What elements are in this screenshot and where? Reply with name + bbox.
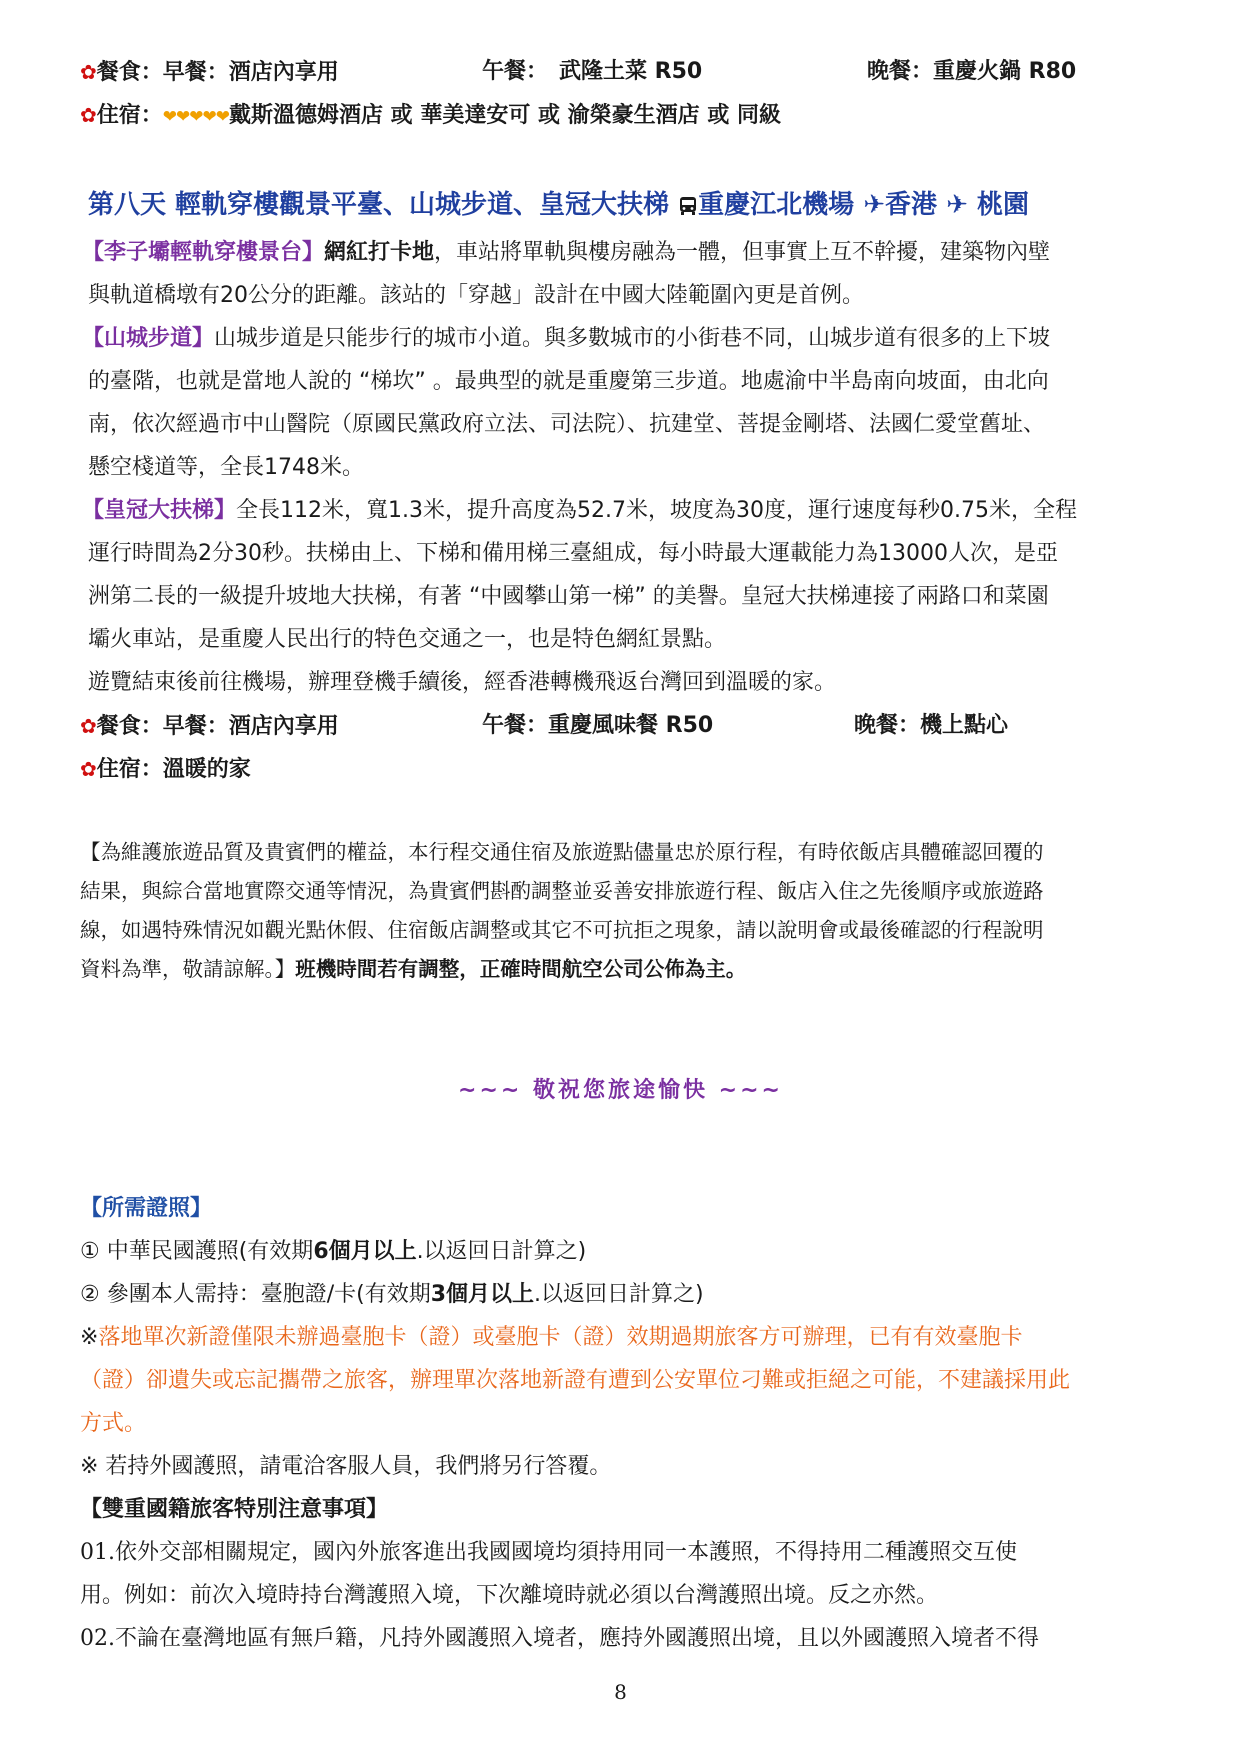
meals-breakfast: 餐食：早餐：酒店內享用	[96, 60, 339, 85]
plane-icon: ✈	[946, 190, 968, 220]
bus-icon	[678, 195, 698, 217]
docs-heading: 【所需證照】	[80, 1196, 213, 1221]
para-escalator-line3: 洲第二長的一級提升坡地大扶梯，有著 “中國攀山第一梯” 的美譽。皇冠大扶梯連接了兩路口和菜園	[88, 584, 1049, 609]
docs-warning-line1: ※落地單次新證僅限未辦過臺胞卡（證）或臺胞卡（證）效期過期旅客方可辦理，已有有效臺胞卡	[80, 1325, 1023, 1350]
para-escalator-line2: 運行時間為2分30秒。扶梯由上、下梯和備用梯三臺組成，每小時最大運載能力為13000人次，是亞	[88, 541, 1058, 566]
hotel-rating-icon: ❤❤❤❤❤	[162, 107, 230, 127]
dual-item1-line2: 用。例如：前次入境時持台灣護照入境，下次離境時就必須以台灣護照出境。反之亦然。	[80, 1583, 939, 1608]
docs-foreign-passport: ※ 若持外國護照，請電洽客服人員，我們將另行答覆。	[80, 1454, 612, 1479]
para-shancheng-line1: 【山城步道】山城步道是只能步行的城市小道。與多數城市的小街巷不同，山城步道有很多的上下坡	[82, 326, 1051, 351]
page-number: 8	[614, 1680, 627, 1704]
hotel-list: 戴斯溫德姆酒店 或 華美達安可 或 渝榮豪生酒店 或 同級	[229, 103, 781, 128]
notice-line4: 資料為準，敬請諒解。】班機時間若有調整，正確時間航空公司公佈為主。	[80, 957, 747, 981]
stay-label: 住宿：溫暖的家	[96, 757, 251, 782]
docs-warning-line3: 方式。	[80, 1411, 147, 1436]
flower-icon: ✿	[80, 103, 97, 127]
plane-icon: ✈	[863, 190, 885, 220]
para-shancheng-line3: 南，依次經過市中山醫院（原國民黨政府立法、司法院）、抗建堂、菩提金剛塔、法國仁愛堂舊址、	[88, 412, 1046, 437]
para-escalator-line1: 【皇冠大扶梯】全長112米，寬1.3米，提升高度為52.7米，坡度為30度，運行速度每秒0.75米，全程	[82, 498, 1077, 523]
dual-item2-line1: 02.不論在臺灣地區有無戶籍，凡持外國護照入境者，應持外國護照出境，且以外國護照入境者不得	[80, 1626, 1040, 1651]
para-escalator-line4: 壩火車站，是重慶人民出行的特色交通之一，也是特色網紅景點。	[88, 627, 727, 652]
stay-row-day7	[80, 100, 781, 132]
notice-line3: 線，如遇特殊情況如觀光點休假、住宿飯店調整或其它不可抗拒之現象，請以說明會或最後確認的行程說明	[80, 918, 1044, 942]
meals-lunch: 午餐：重慶風味餐 R50	[482, 713, 714, 738]
dual-item1-line1: 01.依外交部相關規定，國內外旅客進出我國國境均須持用同一本護照，不得持用二種護照交互使	[80, 1540, 1018, 1565]
day8-title: 第八天 輕軌穿樓觀景平臺、山城步道、皇冠大扶梯 重慶江北機場 ✈香港 ✈ 桃園	[88, 190, 1029, 220]
para-liziba-line1: 【李子壩輕軌穿樓景台】網紅打卡地，車站將單軌與樓房融為一體，但事實上互不幹擾，建築物內壁	[82, 240, 1051, 265]
meals-lunch: 午餐： 武隆土菜 R50	[482, 59, 703, 84]
flower-icon: ✿	[80, 757, 97, 781]
docs-item-passport: ① 中華民國護照(有效期6個月以上.以返回日計算之)	[80, 1239, 587, 1264]
flower-icon: ✿	[80, 60, 97, 84]
docs-warning-line2: （證）卻遺失或忘記攜帶之旅客，辦理單次落地新證有遭到公安單位刁難或拒絕之可能，不建議採用此	[80, 1368, 1071, 1393]
meals-breakfast: 餐食：早餐：酒店內享用	[96, 714, 339, 739]
meals-row-day7	[80, 57, 1077, 88]
dual-heading: 【雙重國籍旅客特別注意事項】	[80, 1497, 389, 1522]
stay-row-day8	[80, 754, 251, 785]
farewell-wish: ~~~ 敬祝您旅途愉快 ~~~	[458, 1078, 783, 1103]
para-liziba-line2: 與軌道橋墩有20公分的距離。該站的「穿越」設計在中國大陸範圍內更是首例。	[88, 283, 864, 308]
meals-row-day8	[80, 711, 1009, 742]
meals-dinner: 晚餐：重慶火鍋 R80	[867, 59, 1077, 84]
para-return: 遊覽結束後前往機場，辦理登機手續後，經香港轉機飛返台灣回到溫暖的家。	[88, 670, 837, 695]
docs-item-mtp: ② 參團本人需持：臺胞證/卡(有效期3個月以上.以返回日計算之)	[80, 1282, 704, 1307]
para-shancheng-line2: 的臺階，也就是當地人說的 “梯坎” 。最典型的就是重慶第三步道。地處渝中半島南向坡面，由北向	[88, 369, 1049, 394]
stay-label: 住宿：	[96, 103, 163, 128]
notice-line1: 【為維護旅遊品質及貴賓們的權益，本行程交通住宿及旅遊點儘量忠於原行程，有時依飯店具體確認回覆的	[80, 840, 1044, 864]
flower-icon: ✿	[80, 714, 97, 738]
notice-line2: 結果，與綜合當地實際交通等情況，為貴賓們斟酌調整並妥善安排旅遊行程、飯店入住之先後順序或旅遊路	[80, 879, 1044, 903]
para-shancheng-line4: 懸空棧道等，全長1748米。	[88, 455, 364, 480]
meals-dinner: 晚餐：機上點心	[854, 713, 1009, 738]
